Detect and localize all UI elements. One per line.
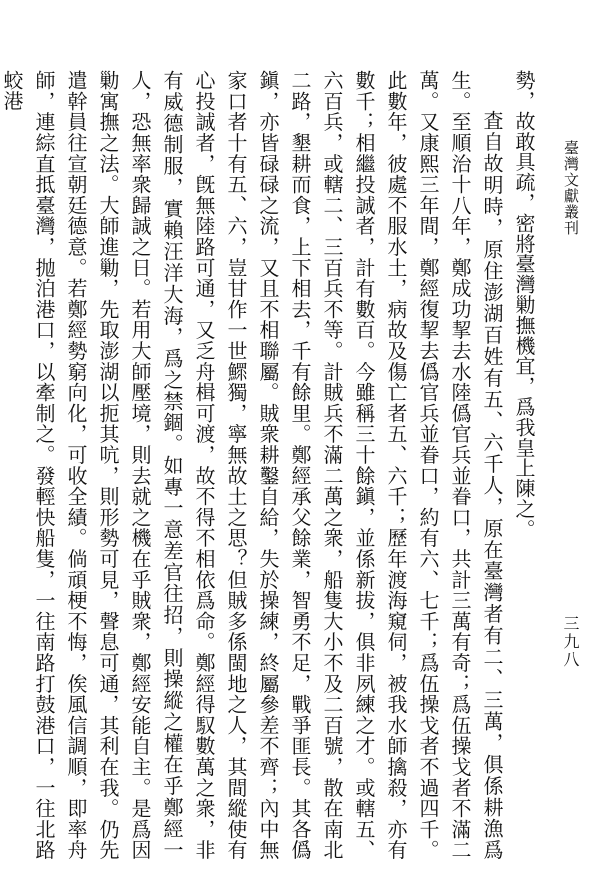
series-title: 臺灣文獻叢刊 <box>562 140 580 236</box>
page-number: 三九八 <box>561 615 580 669</box>
body-text <box>0 70 540 860</box>
paragraph: 勢，故敢具疏，密將臺灣勦撫機宜，爲我皇上陳之。 <box>512 70 536 540</box>
paragraph: 査自故明時，原住澎湖百姓有五、六千人，原在臺灣者有二、三萬，俱係耕漁爲生。至順治十八年，鄭成功挈去水陸僞官兵並眷口，共計三萬有奇；爲伍操戈者不滿二萬。又康熙三年間，鄭經復挈去僞官兵並眷口，約有六、七千；爲伍操戈者不過四千。此數年，彼處不服水土，病故及傷亡者五、六千；歷年渡海窺伺，被我水師擒殺，亦有數千；相繼投誠者，計有數百。今雖稱三十餘鎭，並係新拔，俱非夙練之才。或轄五、六百兵，或轄二、三百兵不等。計賊兵不滿二萬之衆，船隻大小不及二百號，散在南北二路，墾耕而食，上下相去，千有餘里。鄭經承父餘業，智勇不足，戰爭匪長。其各僞鎭，亦皆碌碌之流，又且不相聯屬。賊衆耕鑿自給，失於操練，終屬參差不齊；內中無家口者十有五、六，豈甘作一世鰥獨，寧無故土之思？但賊多係閩地之人，其間縱使有心投誠者，旣無陸路可通，又乏舟楫可渡，故不得不相依爲命。鄭經得馭數萬之衆，非有威德制服，實賴汪洋大海，爲之禁錮。如專一意差官往招，則操縱之權在乎鄭經一人，恐無率衆歸誠之日。若用大師壓境，則去就之機在乎賊衆，鄭經安能自主。是爲因勦寓撫之法。大師進勦，先取澎湖以扼其吭，則形勢可見，聲息可通，其利在我。仍先遣幹員往宣朝廷德意。若鄭經勢窮向化，可收全績。倘頑梗不悔，俟風信調順，即率舟師，連綜直抵臺灣，抛泊港口，以牽制之。發輕快船隻，一往南路打鼓港口，一往北路蛟港 <box>0 70 504 860</box>
